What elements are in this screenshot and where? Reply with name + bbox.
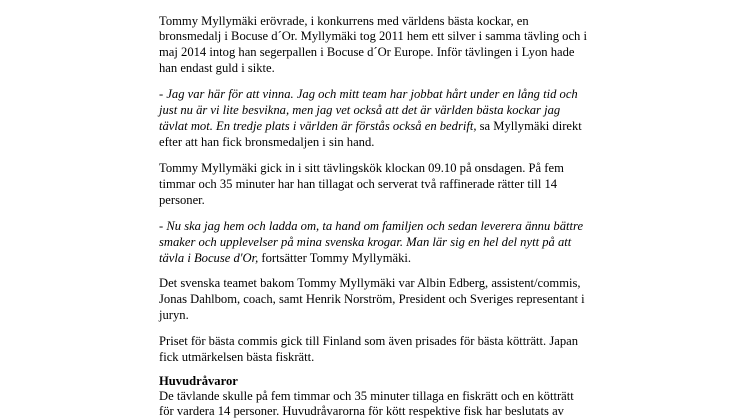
body-text-line: fick utmärkelsen bästa fiskrätt. xyxy=(159,350,315,364)
attribution-text: sa Myllymäki direkt xyxy=(476,119,582,133)
body-text-line: Tommy Myllymäki erövrade, i konkurrens med världens bästa kockar, en xyxy=(159,14,529,28)
quote-text: tävla i Bocuse d'Or, xyxy=(159,251,259,265)
body-text-line: timmar och 35 minuter har han tillagat och serverat två raffinerade rätter till 14 xyxy=(159,177,558,191)
body-text-line: Tommy Myllymäki gick in i sitt tävlingskök klockan 09.10 på onsdagen. På fem xyxy=(159,161,564,175)
body-text-line: De tävlande skulle på fem timmar och 35 minuter tillaga en fiskrätt och en kötträtt xyxy=(159,389,574,403)
quote-line: smaker och upplevelser på mina svenska krogar. Man lär sig en hel del nytt på att xyxy=(159,235,572,249)
attribution-text: fortsätter Tommy Myllymäki. xyxy=(258,251,412,265)
body-text-line: juryn. xyxy=(159,308,189,322)
quote-line-mixed xyxy=(159,118,582,134)
body-text-line: Priset för bästa commis gick till Finland som även prisades för bästa kötträtt. Japan xyxy=(159,334,579,348)
body-text-line: bronsmedalj i Bocuse d´Or. Myllymäki tog 2011 hem ett silver i samma tävling och i xyxy=(159,29,588,43)
body-text-line: maj 2014 intog han segerpallen i Bocuse d´Or Europe. Inför tävlingen i Lyon hade xyxy=(159,45,575,59)
quote-line: just nu är vi lite besvikna, men jag vet också att det är världen bästa kockar jag xyxy=(159,103,561,117)
quote-line: - Nu ska jag hem och ladda om, ta hand om familjen och sedan leverera ännu bättre xyxy=(159,219,584,233)
quote-text: tävlat mot. En tredje plats i världen är förstås också en bedrift, xyxy=(159,119,477,133)
body-text-line: för vardera 14 personer. Huvudråvarorna för kött respektive fisk har beslutats av xyxy=(159,404,564,418)
section-heading: Huvudråvaror xyxy=(159,374,238,388)
body-text-line: han endast guld i sikte. xyxy=(159,61,275,75)
body-text-line: efter att han fick bronsmedaljen i sin hand. xyxy=(159,135,375,149)
quote-line: - Jag var här för att vinna. Jag och mitt team har jobbat hårt under en lång tid och xyxy=(159,87,578,101)
quote-line-mixed xyxy=(159,250,411,266)
body-text-line: Det svenska teamet bakom Tommy Myllymäki var Albin Edberg, assistent/commis, xyxy=(159,276,581,290)
body-text-line: Jonas Dahlbom, coach, samt Henrik Norström, President och Sveriges representant i xyxy=(159,292,585,306)
body-text-line: personer. xyxy=(159,193,205,207)
